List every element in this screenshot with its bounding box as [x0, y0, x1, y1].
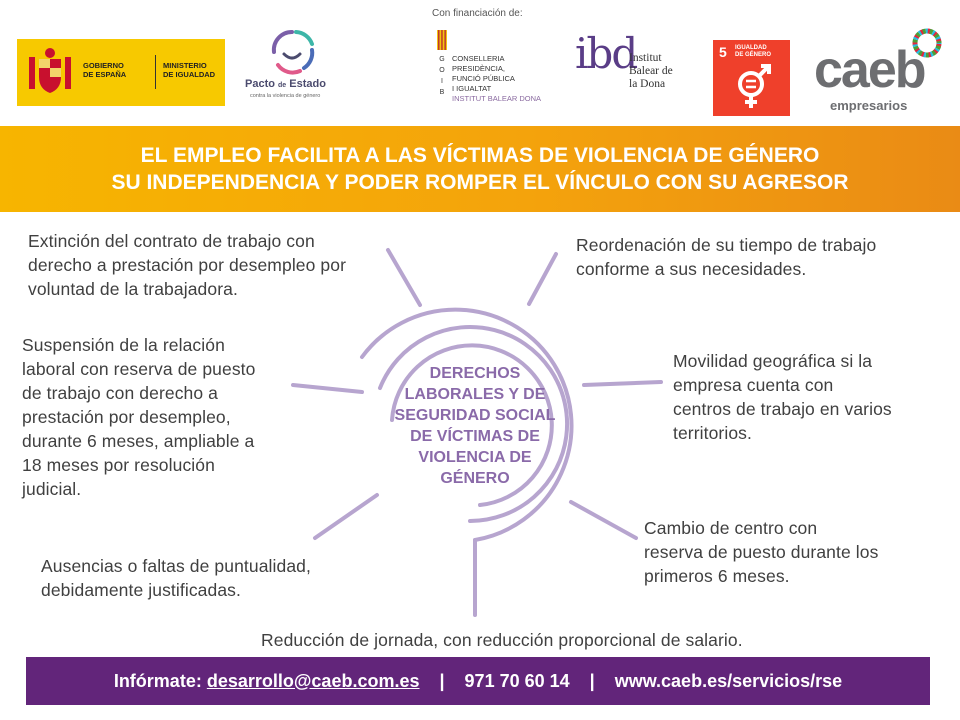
text-line: Extinción del contrato de trabajo con	[28, 231, 315, 251]
ministerio-line2: DE IGUALDAD	[163, 70, 216, 79]
center-line: SEGURIDAD SOCIAL	[394, 407, 556, 424]
gobierno-line1: GOBIERNO	[83, 61, 124, 70]
goib-letter: G	[439, 56, 445, 63]
center-line: VIOLENCIA DE	[418, 449, 532, 466]
text-line: prestación por desempleo,	[22, 407, 231, 427]
text-line: Ausencias o faltas de puntualidad,	[41, 556, 311, 576]
center-title	[385, 363, 565, 489]
text-line: territorios.	[673, 423, 752, 443]
text-line: derecho a prestación por desempleo por	[28, 255, 347, 275]
contact-separator: |	[589, 670, 595, 691]
right-ausencias	[41, 554, 311, 602]
text-line: primeros 6 meses.	[644, 566, 790, 586]
caeb-subtitle: empresarios	[830, 98, 908, 113]
text-line: Reducción de jornada, con reducción proporcional de salario.	[261, 630, 743, 650]
text-line: conforme a sus necesidades.	[576, 259, 807, 279]
text-line: centros de trabajo en varios	[673, 399, 892, 419]
ibd-line: Balear de	[629, 65, 673, 77]
contact-separator: |	[439, 670, 445, 691]
goib-line: I IGUALTAT	[452, 84, 492, 93]
text-line: Movilidad geográfica si la	[673, 351, 873, 371]
text-line: debidamente justificadas.	[41, 580, 241, 600]
right-suspension	[22, 333, 255, 501]
sdg-line2: DE GÉNERO	[735, 52, 772, 58]
sdg-number: 5	[719, 44, 727, 60]
text-line: laboral con reserva de puesto	[22, 359, 256, 379]
spiral-ray	[529, 254, 556, 304]
gobierno-line2: DE ESPAÑA	[83, 70, 127, 79]
text-line: Cambio de centro con	[644, 518, 818, 538]
headline-line1: EL EMPLEO FACILITA A LAS VÍCTIMAS DE VIOLENCIA DE GÉNERO	[140, 144, 820, 167]
spiral-ray	[584, 382, 661, 385]
goib-letter: O	[439, 67, 445, 74]
right-reordenacion	[576, 233, 876, 281]
funding-label: Con financiación de:	[432, 8, 523, 19]
center-line: DE VÍCTIMAS DE	[410, 428, 540, 445]
contact-label: Infórmate:	[113, 670, 202, 691]
ibd-line: la Dona	[629, 78, 666, 90]
right-reduccion	[261, 628, 743, 652]
pacto-de: de	[278, 82, 287, 89]
right-movilidad	[673, 349, 892, 445]
text-line: Reordenación de su tiempo de trabajo	[576, 235, 877, 255]
spiral-ray	[571, 502, 636, 538]
center-line: GÉNERO	[440, 470, 510, 487]
ministerio-line1: MINISTERIO	[163, 61, 207, 70]
website-link[interactable]: www.caeb.es/servicios/rse	[614, 670, 843, 691]
text-line: empresa cuenta con	[673, 375, 834, 395]
spiral-ray	[293, 385, 362, 392]
ibd-line: Institut	[629, 52, 662, 64]
text-line: de trabajo con derecho a	[22, 383, 219, 403]
pacto-estado: Estado	[289, 78, 326, 90]
right-cambio	[644, 516, 878, 588]
goib-line: FUNCIÓ PÚBLICA	[452, 74, 515, 83]
caeb-wordmark: caeb	[814, 41, 925, 99]
text-line: Suspensión de la relación	[22, 335, 225, 355]
goib-line: CONSELLERIA	[452, 54, 505, 63]
text-line: durante 6 meses, ampliable a	[22, 431, 255, 451]
spiral-ray	[315, 495, 377, 538]
headline-line2: SU INDEPENDENCIA Y PODER ROMPER EL VÍNCULO CON SU AGRESOR	[111, 171, 849, 194]
text-line: judicial.	[22, 479, 82, 499]
ibd-mark: ibd	[575, 29, 637, 78]
pacto-subtitle: contra la violencia de género	[250, 93, 321, 99]
goib-line: PRESIDÈNCIA,	[452, 64, 505, 73]
sdg-line1: IGUALDAD	[735, 45, 767, 51]
text-line: reserva de puesto durante los	[644, 542, 879, 562]
contact-bar	[26, 657, 930, 705]
center-line: LABORALES Y DE	[404, 386, 546, 403]
pacto-name: Pacto	[245, 78, 275, 90]
goib-line: INSTITUT BALEAR DONA	[452, 94, 542, 103]
spiral-ray	[388, 250, 420, 305]
right-extincion	[28, 229, 346, 301]
text-line: voluntad de la trabajadora.	[28, 279, 238, 299]
text-line: 18 meses por resolución	[22, 455, 215, 475]
goib-letter: I	[441, 78, 443, 85]
center-line: DERECHOS	[429, 365, 521, 382]
email-link[interactable]: desarrollo@caeb.com.es	[206, 670, 420, 691]
goib-letter: B	[439, 89, 445, 96]
phone-number: 971 70 60 14	[464, 670, 570, 691]
